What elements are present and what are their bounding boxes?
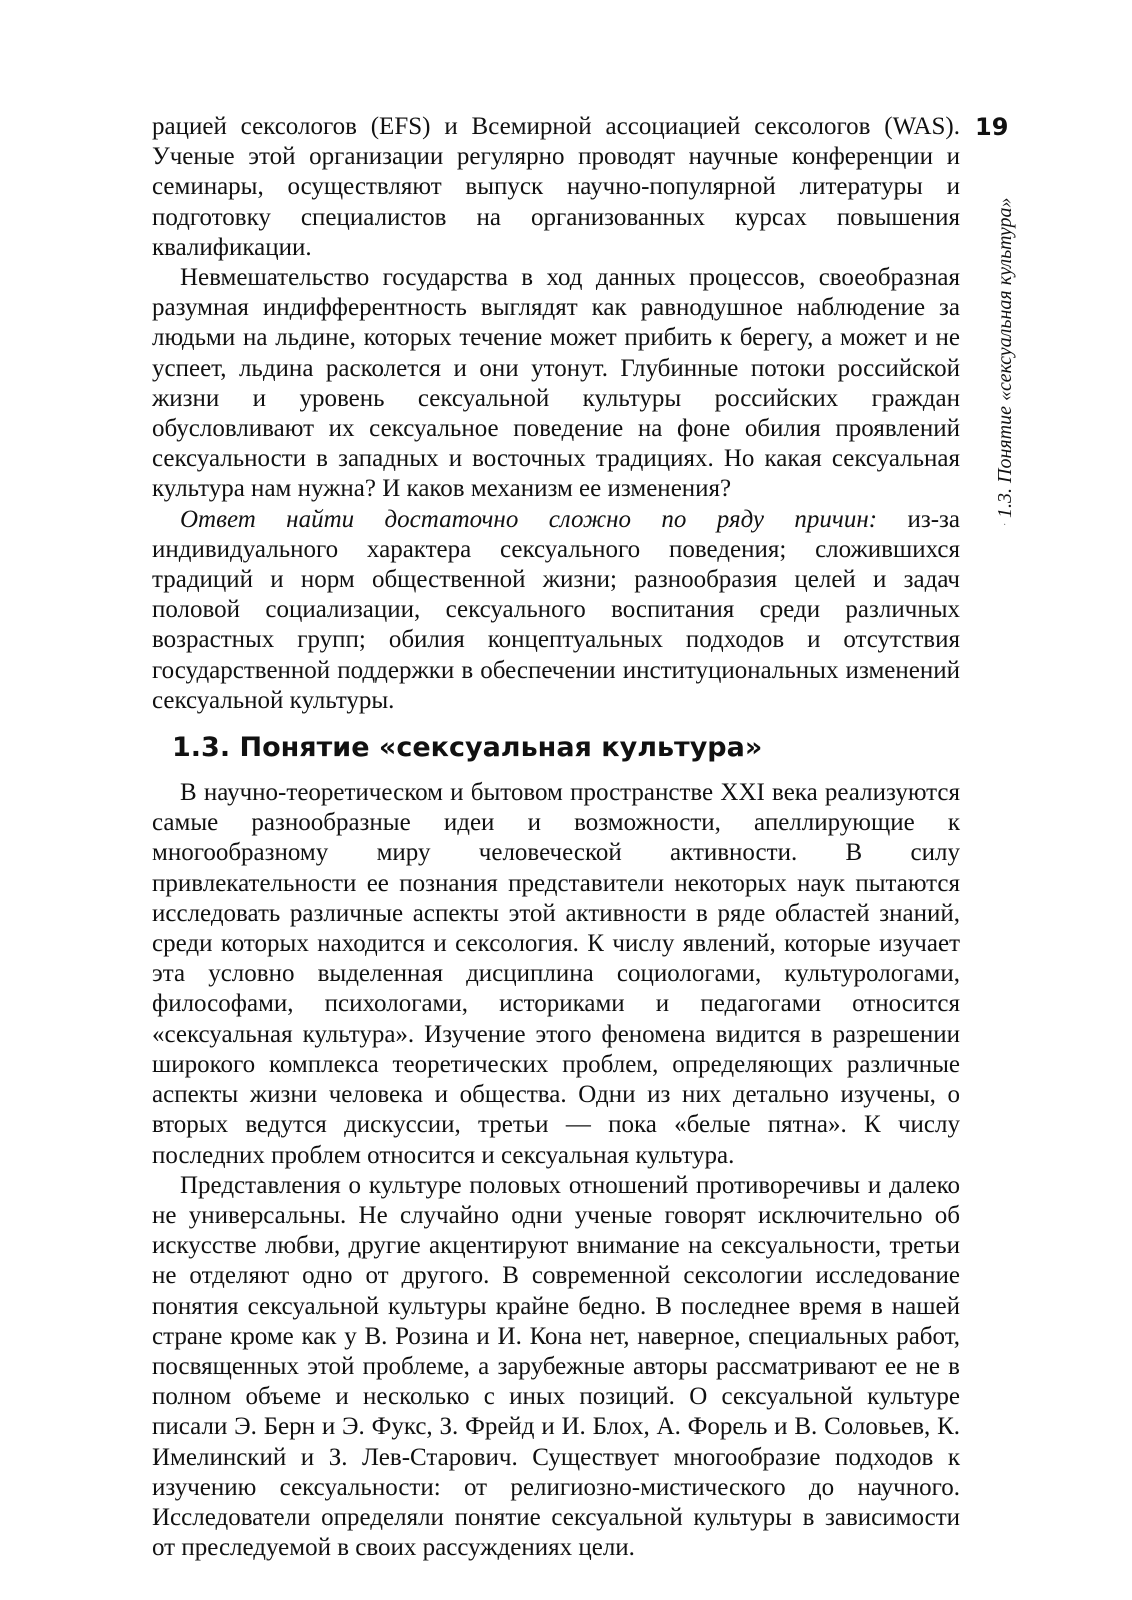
margin-mark: · xyxy=(1003,520,1007,531)
section-heading: 1.3. Понятие «сексуальная культура» xyxy=(172,732,763,764)
paragraph-continuation: рацией сексологов (EFS) и Всемирной ассоциацией сексологов (WAS). Ученые этой организации регулярно проводят научные конференции и семинары, осуществляют выпуск научно-популярной литературы и подготовку специалистов на организованных курсах повышения квалификации. xyxy=(152,113,960,261)
body-text xyxy=(152,112,960,1563)
paragraph-answer-reasons xyxy=(152,505,960,716)
paragraph-sexual-culture-intro: В научно-теоретическом и бытовом пространстве XXI века реализуются самые разнообразные идеи и возможности, апеллирующие к многообразному миру человеческой активности. В силу привлекательности ее познания представители некоторых наук пытаются исследовать различные аспекты этой активности в ряде областей знаний, среди которых находится и сексология. К числу явлений, которые изучает эта условно выделенная дисциплина социологами, культурологами, философами, психологами, историками и педагогами относится «сексуальная культура». Изучение этого феномена видится в разрешении широкого комплекса теоретических проблем, определяющих различные аспекты жизни человека и общества. Одни из них детально изучены, о вторых ведутся дискуссии, третьи — пока «белые пятна». К числу последних проблем относится и сексуальная культура. xyxy=(152,779,960,1169)
paragraph-lead-italic: Ответ найти достаточно сложно по ряду причин: xyxy=(180,505,878,533)
paragraph-body: из-за индивидуального характера сексуального поведения; сложившихся традиций и норм общественной жизни; разнообразия целей и задач половой социализации, сексуального воспитания среди различных возрастных групп; обилия концептуальных подходов и отсутствия государственной поддержки в обеспечении институциональных изменений сексуальной культуры. xyxy=(152,505,960,714)
page-number: 19 xyxy=(975,113,1009,141)
paragraph-state-noninterference: Невмешательство государства в ход данных процессов, своеобразная разумная индифферентность выглядят как равнодушное наблюдение за людьми на льдине, которых течение может прибить к берегу, а может и не успеет, льдина расколется и они утонут. Глубинные потоки российской жизни и уровень сексуальной культуры российских граждан обусловливают их сексуальное поведение на фоне обилия проявлений сексуальности в западных и восточных традициях. Но какая сексуальная культура нам нужна? И каков механизм ее изменения? xyxy=(152,264,960,503)
paragraph-views-on-culture: Представления о культуре половых отношений противоречивы и далеко не универсальны. Не случайно одни ученые говорят исключительно об искусстве любви, другие акцентируют внимание на сексуальности, третьи не отделяют одно от другого. В современной сексологии исследование понятия сексуальной культуры крайне бедно. В последнее время в нашей стране кроме как у В. Розина и И. Кона нет, наверное, специальных работ, посвященных этой проблеме, а зарубежные авторы рассматривают ее не в полном объеме и несколько с иных позиций. О сексуальной культуре писали Э. Берн и Э. Фукс, З. Фрейд и И. Блох, А. Форель и В. Соловьев, К. Имелинский и З. Лев-Старович. Существует многообразие подходов к изучению сексуальности: от религиозно-мистического до научного. Исследователи определяли понятие сексуальной культуры в зависимости от преследуемой в своих рассуждениях цели. xyxy=(152,1171,960,1562)
running-head: 1.3. Понятие «сексуальная культура» xyxy=(994,197,1016,518)
